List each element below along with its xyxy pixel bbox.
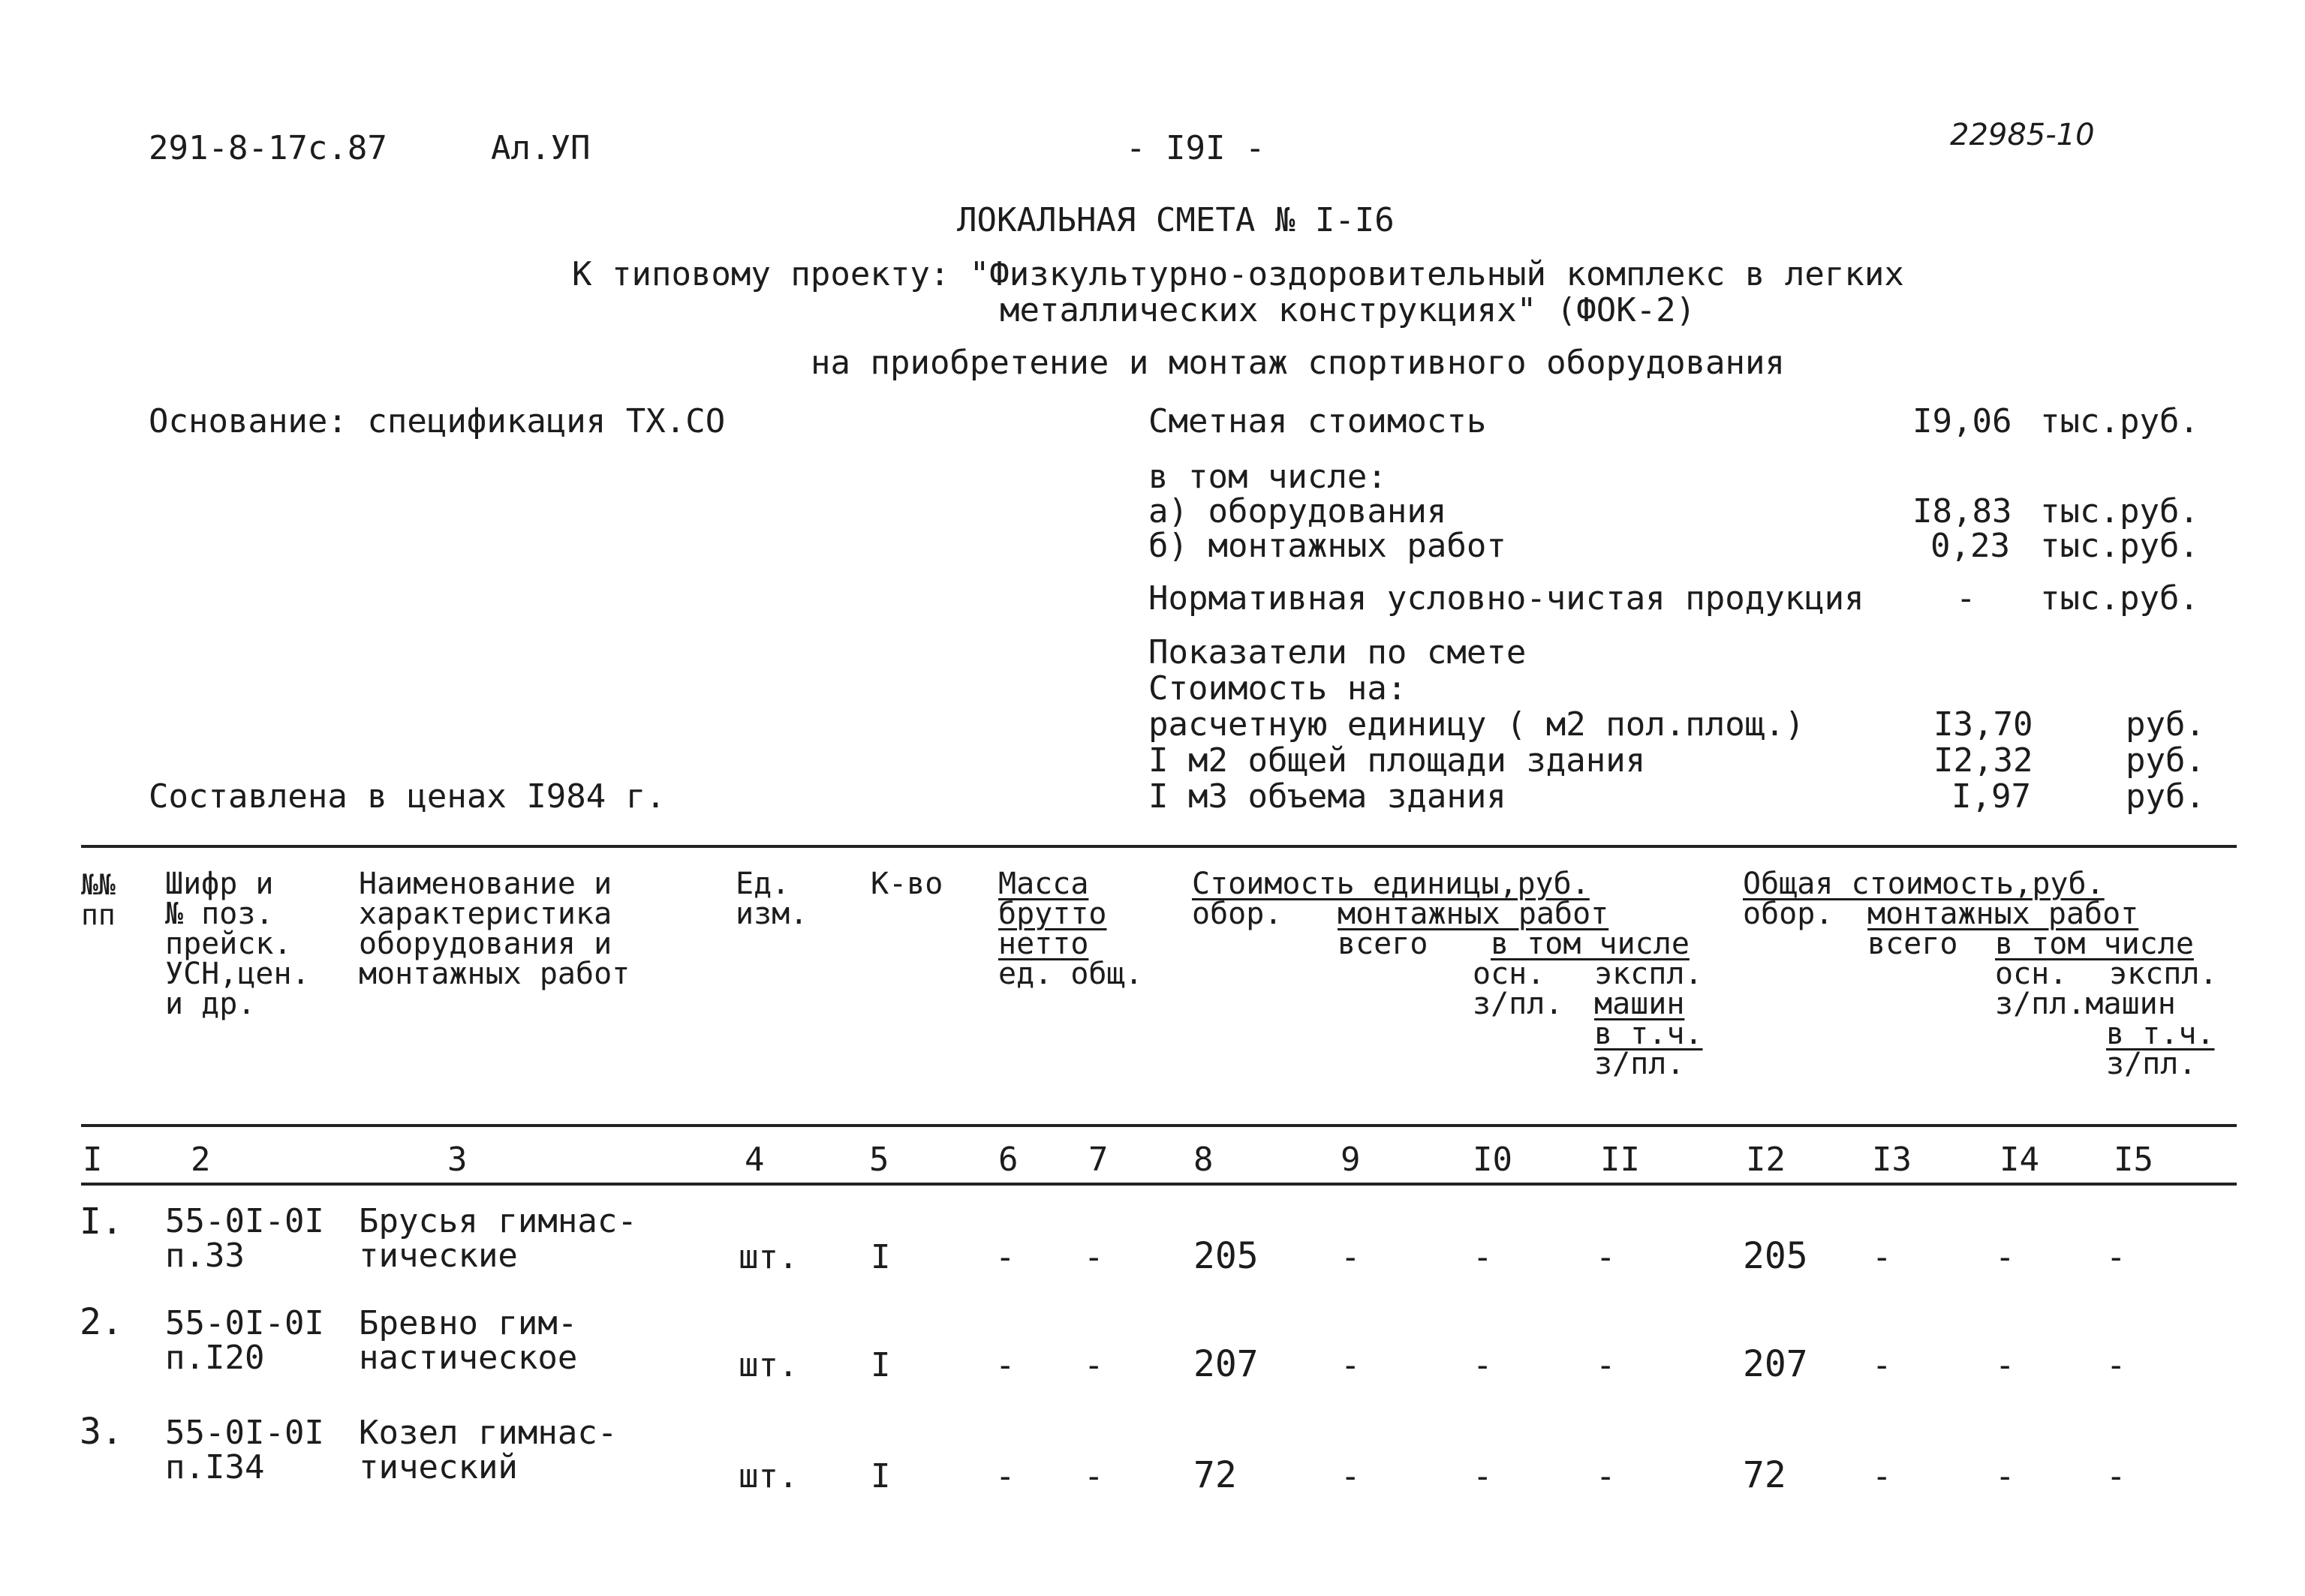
hdr-mass-sub: ед. общ. <box>998 957 1143 991</box>
hdr-col2-line4: УСН,цен. <box>165 957 310 991</box>
hdr-col3-line2: характеристика <box>359 897 612 931</box>
hdr-brutto: брутто <box>998 897 1107 931</box>
colnum-4: 4 <box>745 1141 765 1179</box>
document-title: ЛОКАЛЬНАЯ СМЕТА № I-I6 <box>957 201 1395 239</box>
indicator-3-value: I,97 <box>1951 777 2031 816</box>
row-number: 2. <box>80 1301 123 1343</box>
row-code-line2: п.33 <box>165 1237 245 1275</box>
colnum-2: 2 <box>191 1141 211 1179</box>
hdr-total-incl-short: в т.ч. <box>2106 1017 2215 1051</box>
hdr-total-expl: экспл. <box>2109 957 2218 991</box>
hdr-col5: К-во <box>871 867 943 901</box>
indicator-3-label: I м3 объема здания <box>1148 777 1506 816</box>
row-col14: - <box>1995 1457 2015 1495</box>
hdr-netto: нетто <box>998 927 1089 961</box>
cost-for-label: Стоимость на: <box>1148 669 1407 708</box>
hdr-col3-line1: Наименование и <box>359 867 612 901</box>
equipment-unit: тыс.руб. <box>2040 492 2199 530</box>
row-number: I. <box>80 1201 123 1243</box>
row-equip-unit-cost: 72 <box>1193 1454 1237 1496</box>
colnum-7: 7 <box>1088 1141 1109 1179</box>
indicator-2-label: I м2 общей площади здания <box>1148 741 1646 780</box>
indicator-3-unit: руб. <box>2126 777 2205 816</box>
prices-year-label: Составлена в ценах I984 г. <box>149 777 666 816</box>
hdr-col2-line3: прейск. <box>165 927 292 961</box>
row-col15: - <box>2106 1346 2126 1384</box>
header-bottom-rule <box>81 1124 2237 1127</box>
colnum-14: I4 <box>2000 1141 2039 1179</box>
hdr-total-wage3: з/пл. <box>2106 1047 2197 1081</box>
row-col14: - <box>1995 1346 2015 1384</box>
colnum-5: 5 <box>869 1141 889 1179</box>
indicator-1-value: I3,70 <box>1933 705 2033 744</box>
hdr-unit-incl-short: в т.ч. <box>1594 1017 1703 1051</box>
row-qty: I <box>871 1346 891 1384</box>
row-col13: - <box>1872 1346 1892 1384</box>
indicator-2-value: I2,32 <box>1933 741 2033 780</box>
row-number: 3. <box>80 1411 123 1453</box>
indicator-1-unit: руб. <box>2126 705 2205 744</box>
table-top-rule <box>81 845 2237 848</box>
hdr-mass: Масса <box>998 867 1089 901</box>
row-col9: - <box>1341 1346 1361 1384</box>
indicators-label: Показатели по смете <box>1148 633 1527 672</box>
hdr-unit-equip: обор. <box>1192 897 1283 931</box>
colnum-15: I5 <box>2114 1141 2153 1179</box>
row-mass-unit: - <box>995 1346 1016 1384</box>
row-mass-unit: - <box>995 1457 1016 1495</box>
including-label: в том числе: <box>1148 458 1387 496</box>
mounting-unit: тыс.руб. <box>2040 527 2199 565</box>
row-col10: - <box>1473 1238 1493 1276</box>
net-product-value: - <box>1956 579 1976 618</box>
indicator-1-label: расчетную единицу ( м2 пол.площ.) <box>1148 705 1805 744</box>
row-total-cost: 207 <box>1743 1343 1808 1385</box>
colnum-8: 8 <box>1193 1141 1214 1179</box>
row-unit: шт. <box>739 1238 799 1276</box>
row-code-line1: 55-0I-0I <box>165 1414 324 1452</box>
row-equip-unit-cost: 207 <box>1193 1343 1259 1385</box>
row-name-line2: тические <box>359 1237 518 1275</box>
column-numbers-rule <box>81 1183 2237 1186</box>
row-qty: I <box>871 1457 891 1495</box>
row-mass-total: - <box>1084 1346 1104 1384</box>
row-code-line2: п.I34 <box>165 1448 265 1486</box>
row-name-line1: Козел гимнас- <box>359 1414 618 1452</box>
row-code-line1: 55-0I-0I <box>165 1202 324 1240</box>
colnum-10: I0 <box>1473 1141 1512 1179</box>
colnum-3: 3 <box>447 1141 468 1179</box>
hdr-unit-wage2: з/пл. <box>1594 1047 1685 1081</box>
net-product-label: Нормативная условно-чистая продукция <box>1148 579 1864 618</box>
project-line-1: К типовому проекту: "Физкультурно-оздоровительный комплекс в легких <box>572 255 1904 293</box>
hdr-unit-incl: в том числе <box>1491 927 1690 961</box>
hdr-unit-cost: Стоимость единицы,руб. <box>1192 867 1590 901</box>
row-col11: - <box>1596 1457 1616 1495</box>
row-qty: I <box>871 1238 891 1276</box>
row-unit: шт. <box>739 1346 799 1384</box>
row-col15: - <box>2106 1457 2126 1495</box>
mounting-label: б) монтажных работ <box>1148 527 1506 565</box>
hdr-total-equip: обор. <box>1743 897 1834 931</box>
hdr-col2-line2: № поз. <box>165 897 274 931</box>
row-col10: - <box>1473 1346 1493 1384</box>
mounting-value: 0,23 <box>1930 527 2010 565</box>
hdr-total-wage-machines: з/пл.машин <box>1995 987 2176 1021</box>
row-total-cost: 205 <box>1743 1235 1808 1277</box>
hdr-col2-line5: и др. <box>165 987 256 1021</box>
row-code-line1: 55-0I-0I <box>165 1304 324 1342</box>
row-name-line2: тический <box>359 1448 518 1486</box>
hdr-unit-expl: экспл. <box>1594 957 1703 991</box>
row-mass-unit: - <box>995 1238 1016 1276</box>
hdr-col4-line2: изм. <box>736 897 808 931</box>
colnum-9: 9 <box>1341 1141 1361 1179</box>
estimated-cost-value: I9,06 <box>1912 402 2012 440</box>
row-mass-total: - <box>1084 1457 1104 1495</box>
hdr-unit-mount: монтажных работ <box>1338 897 1609 931</box>
hdr-unit-total: всего <box>1338 927 1428 961</box>
estimated-cost-unit: тыс.руб. <box>2040 402 2199 440</box>
hdr-total-mount: монтажных работ <box>1867 897 2139 931</box>
equipment-value: I8,83 <box>1912 492 2012 530</box>
colnum-6: 6 <box>998 1141 1019 1179</box>
hdr-total-incl: в том числе <box>1995 927 2194 961</box>
archive-stamp-number: 22985-10 <box>1950 118 2095 152</box>
hdr-unit-base: осн. <box>1473 957 1545 991</box>
row-name-line2: настическое <box>359 1339 578 1377</box>
row-col14: - <box>1995 1238 2015 1276</box>
row-name-line1: Брусья гимнас- <box>359 1202 637 1240</box>
row-col10: - <box>1473 1457 1493 1495</box>
document-code: 291-8-17с.87 <box>149 129 387 167</box>
basis-label: Основание: спецификация ТХ.СО <box>149 402 726 440</box>
row-col11: - <box>1596 1346 1616 1384</box>
colnum-13: I3 <box>1872 1141 1912 1179</box>
row-equip-unit-cost: 205 <box>1193 1235 1259 1277</box>
hdr-col1-line1: №№ <box>81 868 116 901</box>
estimated-cost-label: Сметная стоимость <box>1148 402 1487 440</box>
album-label: Ал.УП <box>491 129 591 167</box>
hdr-col3-line3: оборудования и <box>359 927 612 961</box>
estimate-subject: на приобретение и монтаж спортивного оборудования <box>811 344 1786 382</box>
hdr-col3-line4: монтажных работ <box>359 957 630 991</box>
row-col13: - <box>1872 1457 1892 1495</box>
row-unit: шт. <box>739 1457 799 1495</box>
equipment-label: а) оборудования <box>1148 492 1447 530</box>
hdr-col2-line1: Шифр и <box>165 867 274 901</box>
row-code-line2: п.I20 <box>165 1339 265 1377</box>
colnum-11: II <box>1600 1141 1640 1179</box>
row-col9: - <box>1341 1457 1361 1495</box>
row-col15: - <box>2106 1238 2126 1276</box>
hdr-total-total: всего <box>1867 927 1958 961</box>
hdr-total-cost: Общая стоимость,руб. <box>1743 867 2105 901</box>
row-col11: - <box>1596 1238 1616 1276</box>
project-line-2: металлических конструкциях" (ФОК-2) <box>1000 291 1696 329</box>
page-number: - I9I - <box>1126 129 1265 167</box>
row-col13: - <box>1872 1238 1892 1276</box>
row-mass-total: - <box>1084 1238 1104 1276</box>
row-total-cost: 72 <box>1743 1454 1786 1496</box>
hdr-total-base: осн. <box>1995 957 2068 991</box>
colnum-1: I <box>83 1141 103 1179</box>
indicator-2-unit: руб. <box>2126 741 2205 780</box>
hdr-unit-wage: з/пл. <box>1473 987 1563 1021</box>
row-col9: - <box>1341 1238 1361 1276</box>
hdr-unit-machines: машин <box>1594 987 1685 1021</box>
colnum-12: I2 <box>1746 1141 1786 1179</box>
row-name-line1: Бревно гим- <box>359 1304 578 1342</box>
hdr-col4-line1: Ед. <box>736 867 790 901</box>
hdr-col1-line2: пп <box>81 898 116 931</box>
net-product-unit: тыс.руб. <box>2040 579 2199 618</box>
